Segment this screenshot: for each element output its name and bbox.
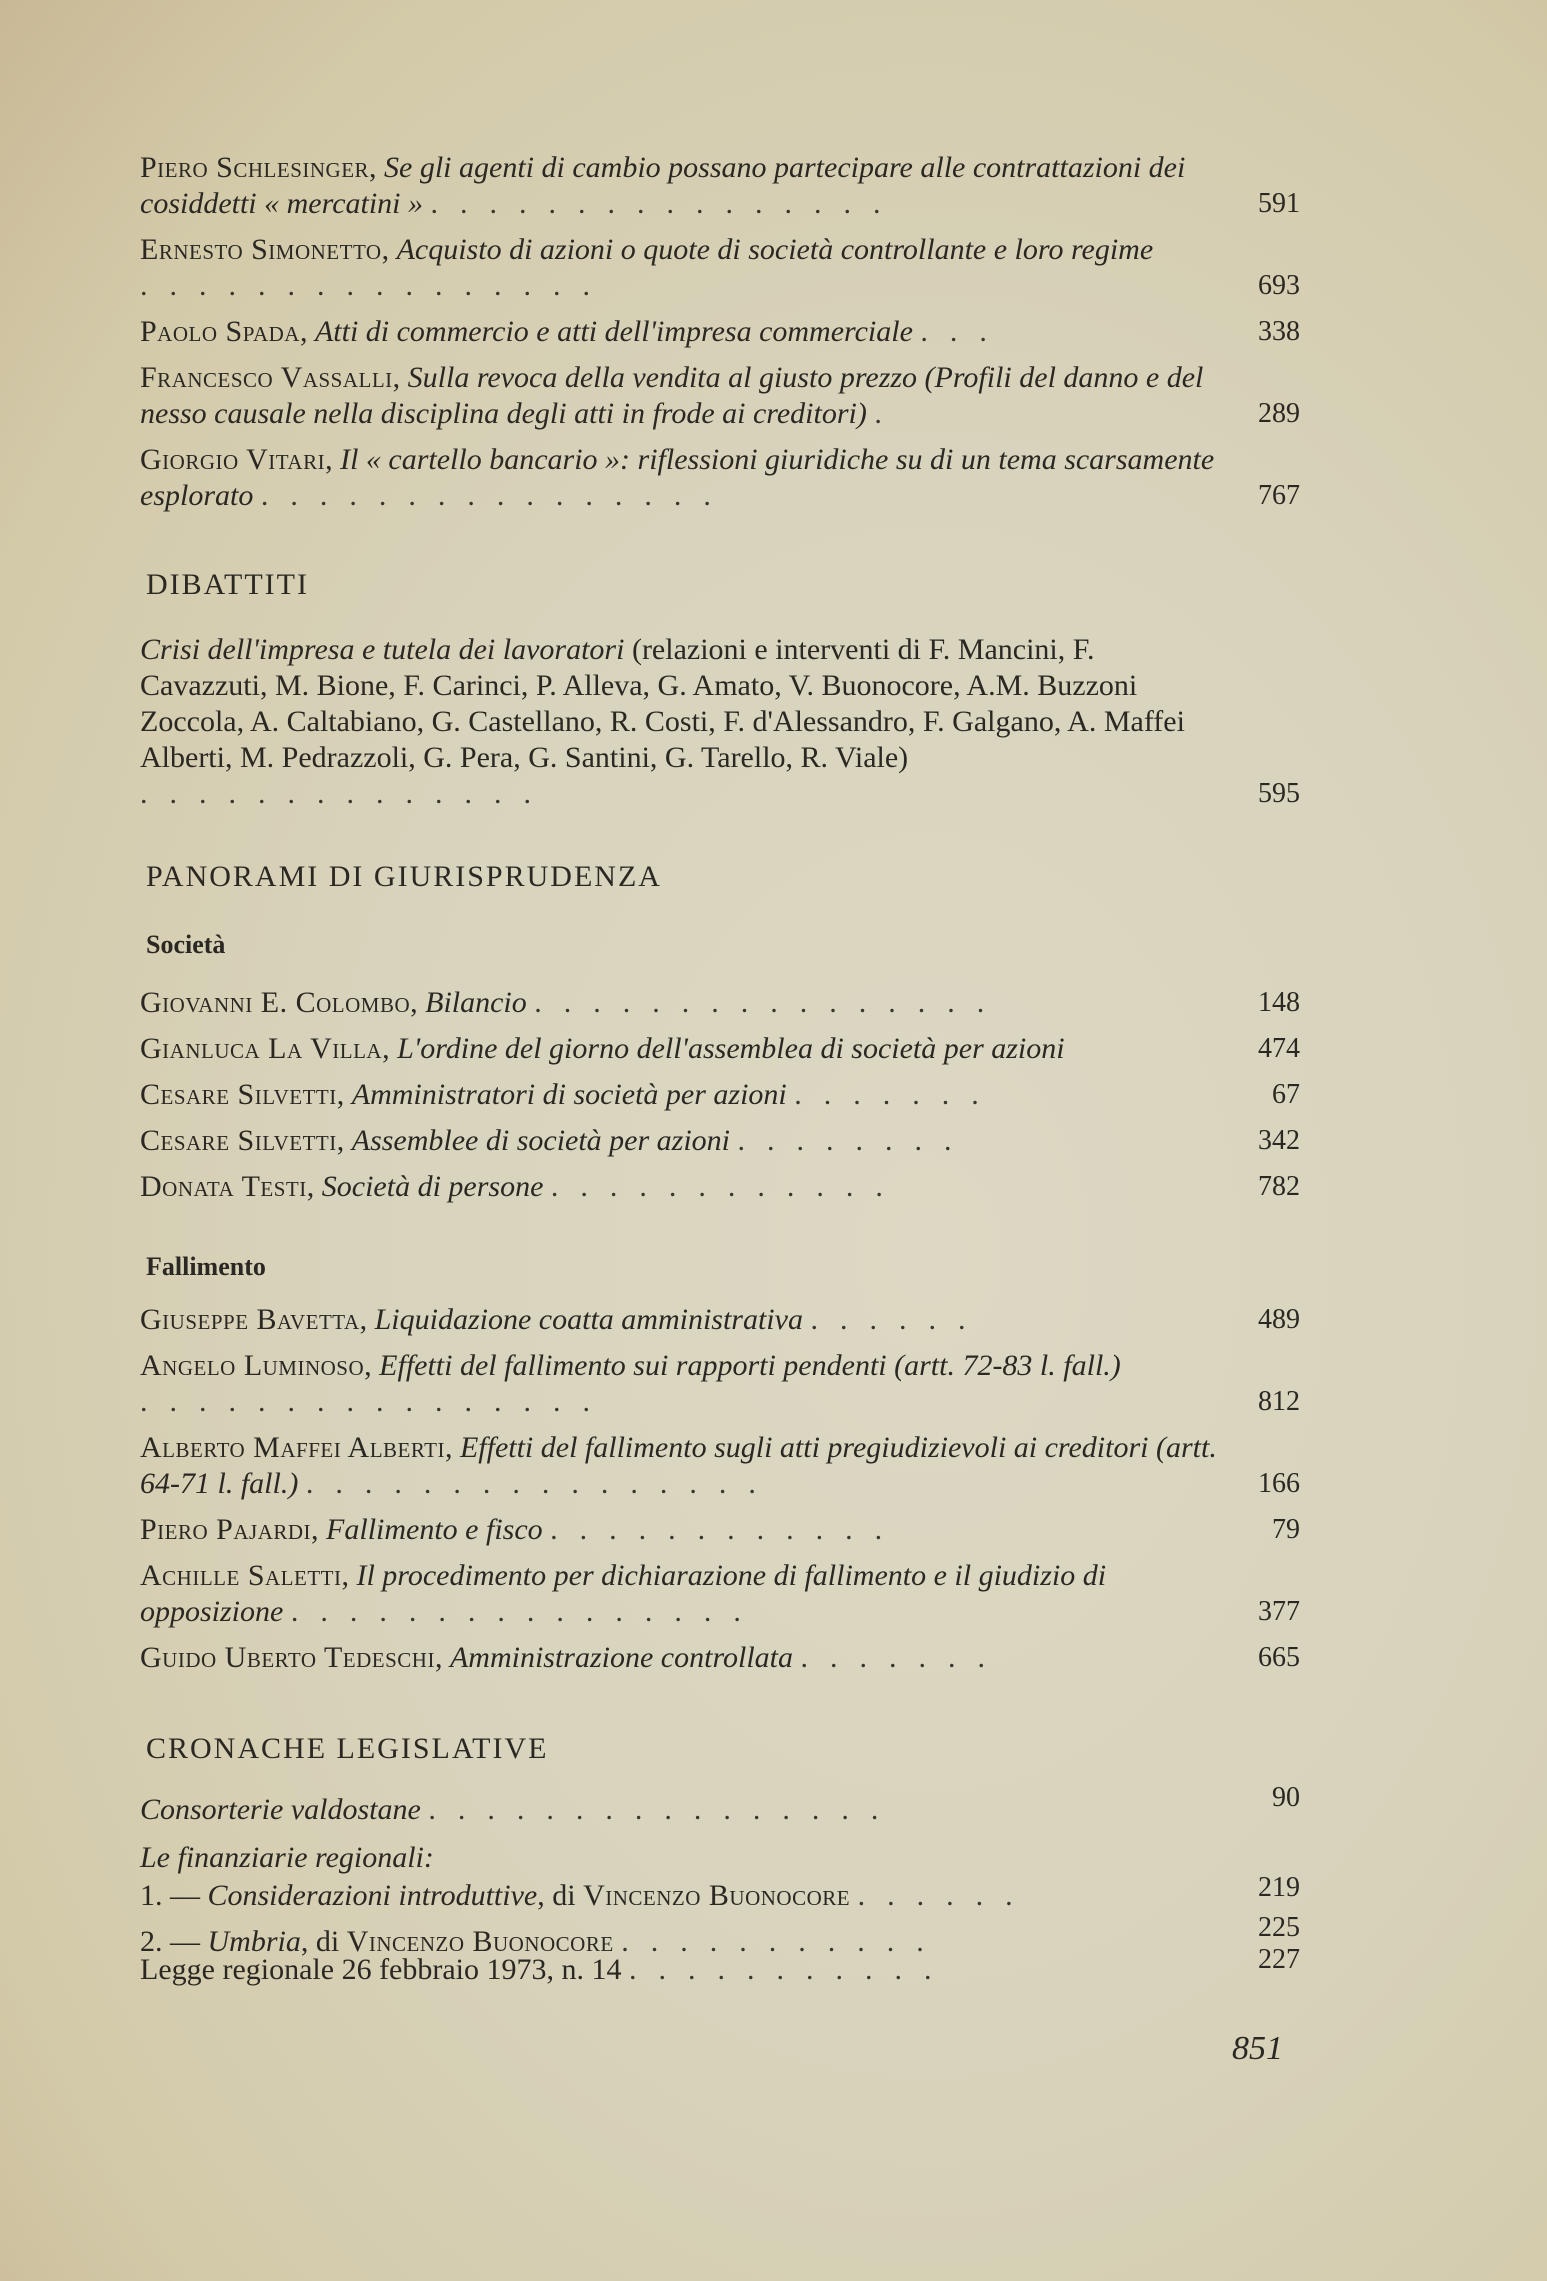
fallimento-list (140, 1302, 1300, 1686)
toc-entry: Giovanni E. Colombo, Bilancio ................ 148 (140, 986, 1300, 1019)
dot-leader: ................ (290, 1595, 763, 1628)
dot-leader: .............. (140, 777, 553, 810)
entry-page: 67 (1272, 1079, 1300, 1110)
toc-entry: Francesco Vassalli, Sulla revoca della vendita al giusto prezzo (Profili del danno e del nesso causale nella disciplina degli atti in frode ai creditori) . 289 (140, 361, 1300, 430)
entry-author: Vincenzo Buonocore (346, 1925, 614, 1958)
toc-entry (140, 1944, 1300, 1988)
entry-title: Sulla revoca della vendita al giusto prezzo (Profili del danno e del nesso causale nella disciplina degli atti in frode ai creditori) (140, 361, 1204, 430)
toc-entry (140, 1782, 1300, 1828)
entry-page: 665 (1258, 1642, 1300, 1673)
dot-leader: ................ (140, 269, 612, 302)
entry-page: 227 (1258, 1944, 1300, 1975)
toc-entry: Donata Testi, Società di persone ............ 782 (140, 1170, 1300, 1203)
toc-entry: Gianluca La Villa, L'ordine del giorno dell'assemblea di società per azioni 474 (140, 1032, 1300, 1065)
entry-page: 342 (1258, 1125, 1300, 1156)
entry-title: Il « cartello bancario »: riflessioni giuridiche su di un tema scarsamente esplorato (140, 443, 1215, 512)
entry-page: 79 (1272, 1514, 1300, 1545)
dot-leader: ............ (550, 1170, 905, 1203)
entry-author: Angelo Luminoso (140, 1349, 365, 1382)
toc-entry: Piero Schlesinger, Se gli agenti di cambio possano partecipare alle contrattazioni dei cosiddetti « mercatini » ................ 591 (140, 151, 1300, 220)
dot-leader: ...... (857, 1879, 1035, 1912)
entry-by: , di (537, 1879, 584, 1912)
entry-author: Piero Pajardi (140, 1513, 312, 1546)
entry-title: Amministrazione controllata (449, 1641, 794, 1674)
toc-entry: Cesare Silvetti, Amministratori di società per azioni ....... 67 (140, 1078, 1300, 1111)
entry-page: 693 (1258, 270, 1300, 301)
toc-entry: Giorgio Vitari, Il « cartello bancario »: riflessioni giuridiche su di un tema scarsamente esplorato ................ 767 (140, 443, 1300, 512)
toc-entry: Paolo Spada, Atti di commercio e atti dell'impresa commerciale ... 338 (140, 315, 1300, 348)
saggi-list (140, 150, 1300, 524)
entry-title: Fallimento e fisco (326, 1513, 543, 1546)
cronache-list (140, 1782, 1300, 1998)
dot-leader: ........... (621, 1925, 946, 1958)
dot-leader: ........... (629, 1953, 954, 1986)
entry-author: Achille Saletti (140, 1559, 342, 1592)
dot-leader: ....... (800, 1641, 1008, 1674)
dot-leader: ....... (794, 1078, 1001, 1111)
entry-page: 148 (1258, 987, 1300, 1018)
entry-title: Atti di commercio e atti dell'impresa commerciale (314, 315, 913, 348)
entry-author: Gianluca La Villa (140, 1032, 383, 1065)
dot-leader: ............ (550, 1513, 905, 1546)
entry-page: 595 (1258, 778, 1300, 809)
entry-title: Effetti del fallimento sugli atti pregiudizievoli ai creditori (artt. 64-71 l. fall.) (140, 1431, 1217, 1500)
entry-title: Assemblee di società per azioni (351, 1124, 731, 1157)
dot-leader: ................ (260, 479, 733, 512)
entry-title: Società di persone (321, 1170, 544, 1203)
entry-author: Ernesto Simonetto (140, 233, 382, 266)
entry-title: Il procedimento per dichiarazione di fallimento e il giudizio di opposizione (140, 1559, 1107, 1628)
toc-entry: Giuseppe Bavetta, Liquidazione coatta amministrativa ...... 489 (140, 1303, 1300, 1336)
entry-author: Alberto Maffei Alberti (140, 1431, 445, 1464)
dot-leader: ... (920, 315, 1009, 348)
toc-entry: Achille Saletti, Il procedimento per dichiarazione di fallimento e il giudizio di opposizione ................ 377 (140, 1559, 1300, 1628)
entry-page: 90 (1272, 1782, 1300, 1813)
entry-by: , di (300, 1925, 347, 1958)
entry-title: Amministratori di società per azioni (351, 1078, 787, 1111)
dot-leader: ...... (810, 1303, 988, 1336)
entry-author: Paolo Spada (140, 315, 300, 348)
societa-list (140, 985, 1300, 1215)
entry-author: Giorgio Vitari (140, 443, 326, 476)
entry-author: Giovanni E. Colombo (140, 986, 411, 1019)
toc-entry: Piero Pajardi, Fallimento e fisco ............ 79 (140, 1513, 1300, 1546)
toc-entry: Angelo Luminoso, Effetti del fallimento sui rapporti pendenti (artt. 72-83 l. fall.) ................ 812 (140, 1349, 1300, 1418)
entry-author: Guido Uberto Tedeschi (140, 1641, 435, 1674)
entry-author: Piero Schlesinger (140, 151, 370, 184)
entry-page: 219 (1258, 1872, 1300, 1903)
entry-author: Francesco Vassalli (140, 361, 393, 394)
entry-title: Crisi dell'impresa e tutela dei lavoratori (140, 633, 625, 666)
entry-prefix: 2. — (140, 1925, 208, 1958)
entry-participants: (relazioni e interventi di F. Mancini, F. Cavazzuti, M. Bione, F. Carinci, P. Alleva, G. Amato, V. Buonocore, A.M. Buzzoni Zoccola, A. Caltabiano, G. Castellano, R. Costi, F. d'Alessandro, F. Galgano, A. Maffei Alberti, M. Pedrazzoli, G. Pera, G. Santini, G. Tarello, R. Viale) (140, 633, 1185, 774)
section-heading-dibattiti: DIBATTITI (146, 568, 309, 601)
entry-page: 474 (1258, 1033, 1300, 1064)
entry-author: Donata Testi (140, 1170, 307, 1203)
sub-heading-societa: Società (146, 930, 226, 959)
entry-title: Liquidazione coatta amministrativa (374, 1303, 803, 1336)
toc-entry (140, 1872, 1300, 1914)
dot-leader: ................ (428, 1793, 901, 1826)
entry-title: Acquisto di azioni o quote di società controllante e loro regime (396, 233, 1154, 266)
entry-page: 812 (1258, 1386, 1300, 1417)
dot-leader: ........ (737, 1124, 974, 1157)
entry-page: 289 (1258, 398, 1300, 429)
toc-entry: Guido Uberto Tedeschi, Amministrazione controllata ....... 665 (140, 1641, 1300, 1674)
dot-leader: ................ (305, 1467, 778, 1500)
entry-page: 338 (1258, 316, 1300, 347)
entry-author: Vincenzo Buonocore (583, 1879, 851, 1912)
section-heading-panorami: PANORAMI DI GIURISPRUDENZA (146, 860, 662, 893)
entry-page: 591 (1258, 188, 1300, 219)
entry-author: Cesare Silvetti (140, 1124, 337, 1157)
entry-page: 225 (1258, 1912, 1300, 1943)
toc-entry: Alberto Maffei Alberti, Effetti del fallimento sugli atti pregiudizievoli ai creditori (artt. 64-71 l. fall.) ................ 166 (140, 1431, 1300, 1500)
entry-title: Le finanziarie regionali: (140, 1841, 434, 1874)
entry-page: 166 (1258, 1468, 1300, 1499)
entry-title: Consorterie valdostane (140, 1793, 421, 1826)
entry-title: Bilancio (425, 986, 527, 1019)
page-number: 851 (1232, 2030, 1283, 2067)
entry-page: 767 (1258, 480, 1300, 511)
entry-page: 782 (1258, 1171, 1300, 1202)
entry-author: Giuseppe Bavetta (140, 1303, 360, 1336)
dot-leader: ................ (534, 986, 1007, 1019)
entry-text: Legge regionale 26 febbraio 1973, n. 14 (140, 1953, 622, 1986)
dot-leader: . (874, 397, 904, 430)
dot-leader: ................ (430, 187, 903, 220)
entry-title: L'ordine del giorno dell'assemblea di società per azioni (397, 1032, 1065, 1065)
toc-entry: Cesare Silvetti, Assemblee di società per azioni ........ 342 (140, 1124, 1300, 1157)
dot-leader: ................ (140, 1385, 612, 1418)
entry-prefix: 1. — (140, 1879, 208, 1912)
entry-title: Se gli agenti di cambio possano partecipare alle contrattazioni dei cosiddetti « mercatini » (140, 151, 1186, 220)
section-heading-cronache: CRONACHE LEGISLATIVE (146, 1732, 549, 1765)
dibattiti-block (140, 632, 1300, 822)
entry-title: Considerazioni introduttive (207, 1879, 538, 1912)
entry-title: Effetti del fallimento sui rapporti pendenti (artt. 72-83 l. fall.) (379, 1349, 1121, 1382)
sub-heading-fallimento: Fallimento (146, 1252, 266, 1281)
entry-page: 377 (1258, 1596, 1300, 1627)
entry-title: Umbria (207, 1925, 301, 1958)
toc-entry: Ernesto Simonetto, Acquisto di azioni o quote di società controllante e loro regime ................ 693 (140, 233, 1300, 302)
toc-entry (140, 632, 1300, 812)
entry-author: Cesare Silvetti (140, 1078, 337, 1111)
entry-page: 489 (1258, 1304, 1300, 1335)
finanziarie-heading (140, 1840, 1300, 1876)
